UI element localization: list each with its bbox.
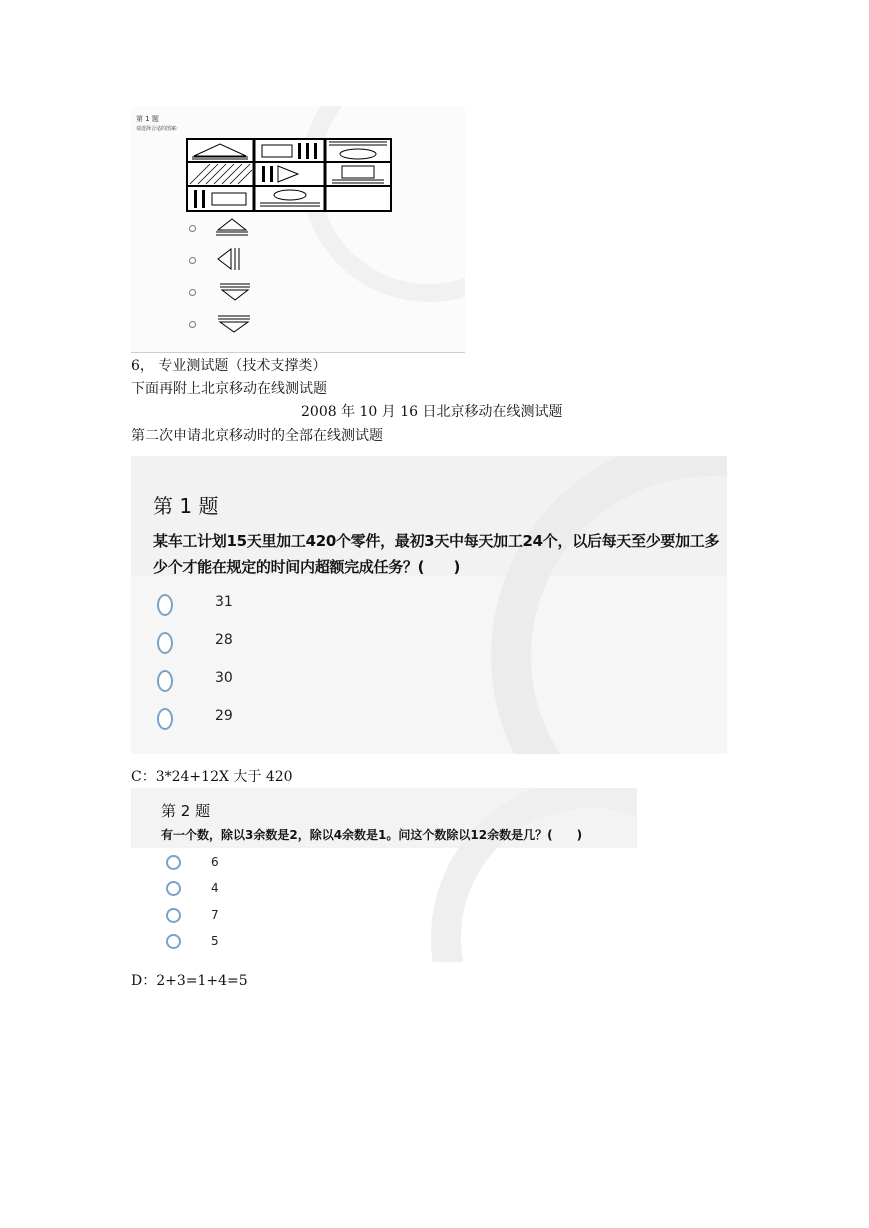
pattern-grid (186, 138, 392, 212)
radio-icon[interactable] (166, 881, 181, 896)
question-number: 第 1 题 (136, 115, 159, 123)
pattern-question-screenshot (131, 106, 465, 352)
question-title: 第 1 题 (153, 494, 219, 518)
radio-icon[interactable] (157, 632, 173, 654)
option-label: 29 (215, 708, 233, 724)
question-2-screenshot (131, 788, 637, 962)
radio-icon[interactable] (157, 708, 173, 730)
answer-note-d: D：2+3=1+4=5 (131, 973, 248, 989)
option-d-radio[interactable] (189, 321, 196, 328)
option-c-radio[interactable] (189, 289, 196, 296)
option-label: 6 (211, 855, 219, 869)
option-label: 7 (211, 908, 219, 922)
test-date-title: 2008 年 10 月 16 日北京移动在线测试题 (301, 404, 563, 420)
option-label: 30 (215, 670, 233, 686)
intro-line: 下面再附上北京移动在线测试题 (131, 381, 327, 397)
question-text: 请选择合适的图案: (136, 126, 178, 132)
option-d-triangle-down-icon (217, 314, 251, 334)
option-b-triangle-left-icon (215, 246, 245, 272)
divider (131, 352, 465, 353)
question-text: 某车工计划15天里加工420个零件，最初3天中每天加工24个，以后每天至少要加工多少个才能在规定的时间内超额完成任务？( ) (153, 532, 720, 576)
question-1-screenshot (131, 456, 727, 754)
option-label: 4 (211, 881, 219, 895)
radio-icon[interactable] (157, 594, 173, 616)
radio-icon[interactable] (166, 934, 181, 949)
question-text: 有一个数，除以3余数是2，除以4余数是1。问这个数除以12余数是几？( ) (161, 828, 583, 842)
question-title: 第 2 题 (161, 802, 211, 820)
option-label: 28 (215, 632, 233, 648)
option-a-radio[interactable] (189, 225, 196, 232)
radio-icon[interactable] (166, 855, 181, 870)
option-label: 5 (211, 934, 219, 948)
option-c-triangle-down-icon (219, 282, 251, 302)
radio-icon[interactable] (166, 908, 181, 923)
section-heading: 6， 专业测试题（技术支撑类） (131, 358, 327, 374)
radio-icon[interactable] (157, 670, 173, 692)
answer-note-c: C：3*24+12X 大于 420 (131, 769, 293, 785)
subtitle-line: 第二次申请北京移动时的全部在线测试题 (131, 428, 383, 444)
option-label: 31 (215, 594, 233, 610)
option-a-triangle-up-icon (215, 216, 249, 238)
option-b-radio[interactable] (189, 257, 196, 264)
